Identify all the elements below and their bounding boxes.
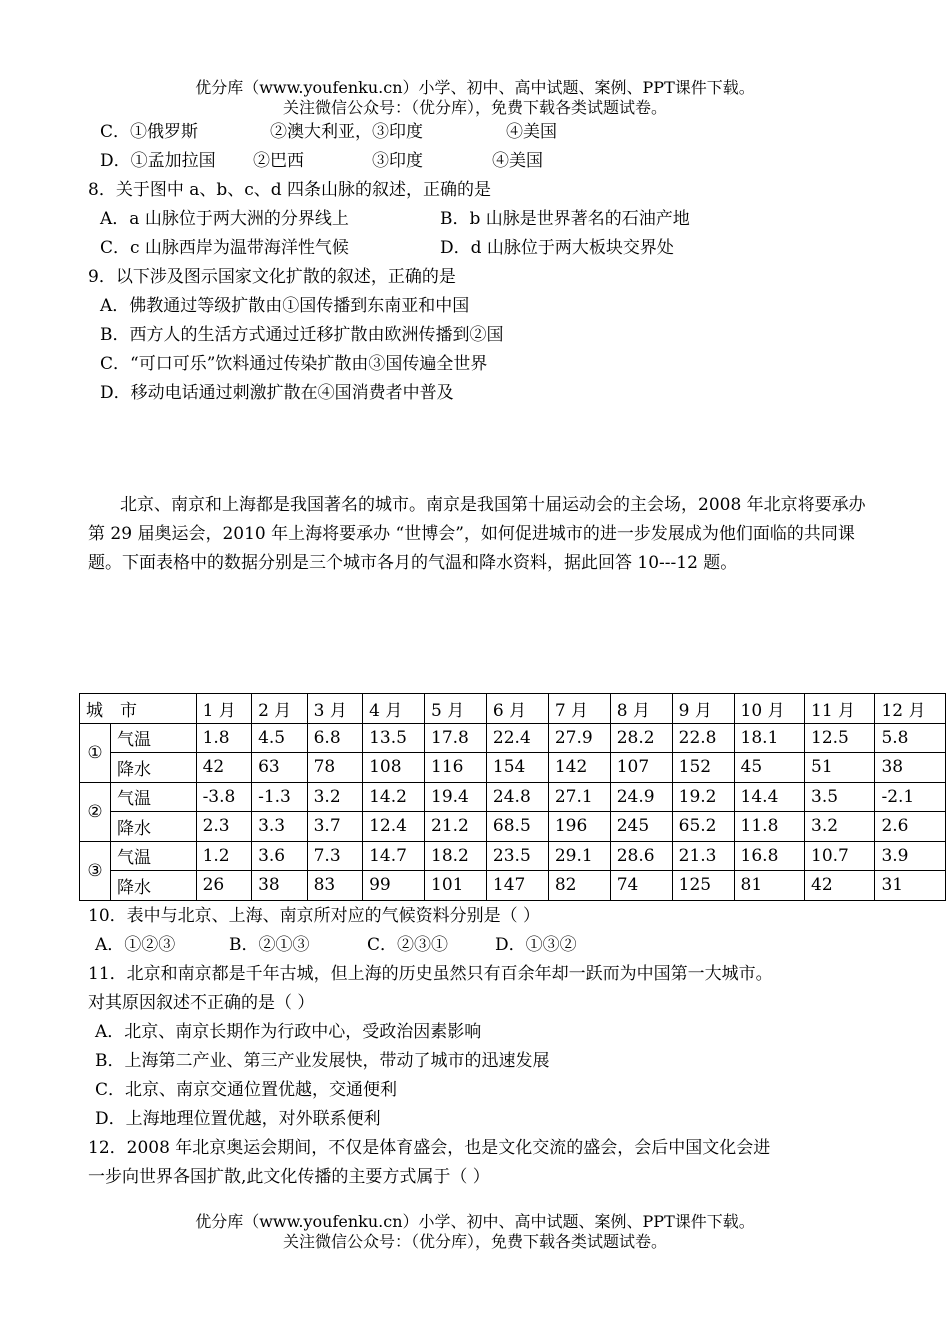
table-row xyxy=(80,871,946,901)
table-cell: 65.2 xyxy=(672,812,734,842)
q8-option-d: D．d 山脉位于两大板块交界处 xyxy=(440,238,674,258)
city-id: ③ xyxy=(80,841,111,900)
q11-option-c: C．北京、南京交通位置优越，交通便利 xyxy=(95,1080,398,1100)
month-header: 3 月 xyxy=(307,694,363,724)
q8-option-a: A．a 山脉位于两大洲的分界线上 xyxy=(100,209,349,229)
table-row xyxy=(80,841,946,871)
table-cell: 28.6 xyxy=(610,841,672,871)
table-cell: 82 xyxy=(548,871,610,901)
table-cell: 101 xyxy=(425,871,487,901)
table-cell: 83 xyxy=(307,871,363,901)
q8-stem: 8．关于图中 a、b、c、d 四条山脉的叙述，正确的是 xyxy=(88,180,492,200)
table-cell: 19.4 xyxy=(425,782,487,812)
header-line-1: 优分库（www.youfenku.cn）小学、初中、高中试题、案例、PPT课件下载。 xyxy=(195,78,755,97)
q9-option-a: A．佛教通过等级扩散由①国传播到东南亚和中国 xyxy=(100,296,470,316)
table-cell: 3.3 xyxy=(252,812,308,842)
footer-line-2: 关注微信公众号：（优分库），免费下载各类试题试卷。 xyxy=(282,1232,667,1251)
table-cell: 3.2 xyxy=(805,812,875,842)
table-cell: 99 xyxy=(363,871,425,901)
q11-stem-line2: 对其原因叙述不正确的是（ ） xyxy=(88,993,315,1013)
q7-d-part3: ③印度 xyxy=(372,151,423,171)
q7-c-part2: ②澳大利亚，③印度 xyxy=(270,122,423,142)
table-cell: 3.6 xyxy=(252,841,308,871)
table-row xyxy=(80,812,946,842)
table-cell: 2.3 xyxy=(196,812,252,842)
table-cell: 152 xyxy=(672,753,734,783)
table-cell: 38 xyxy=(252,871,308,901)
table-cell: 125 xyxy=(672,871,734,901)
table-cell: 23.5 xyxy=(486,841,548,871)
q12-stem-line2: 一步向世界各国扩散,此文化传播的主要方式属于（ ） xyxy=(88,1167,490,1187)
table-cell: 74 xyxy=(610,871,672,901)
month-header: 4 月 xyxy=(363,694,425,724)
table-cell: 2.6 xyxy=(875,812,946,842)
table-cell: 21.3 xyxy=(672,841,734,871)
table-row xyxy=(80,753,946,783)
table-cell: 42 xyxy=(196,753,252,783)
table-cell: 27.9 xyxy=(548,723,610,753)
table-cell: 108 xyxy=(363,753,425,783)
q11-option-b: B．上海第二产业、第三产业发展快，带动了城市的迅速发展 xyxy=(95,1051,550,1071)
month-header: 6 月 xyxy=(486,694,548,724)
table-cell: 14.2 xyxy=(363,782,425,812)
table-cell: 196 xyxy=(548,812,610,842)
header-line-2: 关注微信公众号：（优分库），免费下载各类试题试卷。 xyxy=(282,98,667,117)
q9-option-c: C．“可口可乐”饮料通过传染扩散由③国传遍全世界 xyxy=(100,354,488,374)
table-cell: 14.7 xyxy=(363,841,425,871)
table-cell: 24.9 xyxy=(610,782,672,812)
table-cell: 28.2 xyxy=(610,723,672,753)
month-header: 5 月 xyxy=(425,694,487,724)
table-cell: 107 xyxy=(610,753,672,783)
q8-options-cd xyxy=(100,237,674,259)
table-cell: 1.2 xyxy=(196,841,252,871)
q11-stem-line1: 11．北京和南京都是千年古城，但上海的历史虽然只有百余年却一跃而为中国第一大城市。 xyxy=(88,964,773,984)
table-cell: 13.5 xyxy=(363,723,425,753)
q10-stem: 10．表中与北京、上海、南京所对应的气候资料分别是（ ） xyxy=(88,906,541,926)
q7-d-part2: ②巴西 xyxy=(253,151,304,171)
table-cell: 81 xyxy=(734,871,804,901)
q7-option-c xyxy=(100,121,557,143)
q10-option-d: D．①③② xyxy=(495,935,577,955)
month-header: 11 月 xyxy=(805,694,875,724)
table-cell: 16.8 xyxy=(734,841,804,871)
month-header: 7 月 xyxy=(548,694,610,724)
month-header: 1 月 xyxy=(196,694,252,724)
table-cell: 142 xyxy=(548,753,610,783)
city-id: ② xyxy=(80,782,111,841)
table-cell: 22.4 xyxy=(486,723,548,753)
table-cell: 29.1 xyxy=(548,841,610,871)
table-cell: 42 xyxy=(805,871,875,901)
table-cell: 45 xyxy=(734,753,804,783)
table-cell: 3.5 xyxy=(805,782,875,812)
q10-option-b: B．②①③ xyxy=(229,935,310,955)
table-cell: 7.3 xyxy=(307,841,363,871)
table-cell: 21.2 xyxy=(425,812,487,842)
table-cell: 78 xyxy=(307,753,363,783)
table-cell: 245 xyxy=(610,812,672,842)
month-header: 12 月 xyxy=(875,694,946,724)
table-cell: 4.5 xyxy=(252,723,308,753)
table-cell: 154 xyxy=(486,753,548,783)
row-label: 气温 xyxy=(111,723,197,753)
table-cell: 147 xyxy=(486,871,548,901)
q9-stem: 9．以下涉及图示国家文化扩散的叙述，正确的是 xyxy=(88,267,456,287)
table-cell: 3.9 xyxy=(875,841,946,871)
month-header: 8 月 xyxy=(610,694,672,724)
table-header-row xyxy=(80,694,946,724)
row-label: 降水 xyxy=(111,812,197,842)
table-cell: 27.1 xyxy=(548,782,610,812)
table-row xyxy=(80,723,946,753)
passage: 北京、南京和上海都是我国著名的城市。南京是我国第十届运动会的主会场，2008 年北京将要承办第 29 届奥运会，2010 年上海将要承办 “世博会”，如何促进城市的进一步发展成为他们面临的共同课题。下面表格中的数据分别是三个城市各月的气温和降水资料，据此回答 10---12 题。 xyxy=(88,495,866,573)
q9-option-b: B．西方人的生活方式通过迁移扩散由欧洲传播到②国 xyxy=(100,325,504,345)
table-cell: 10.7 xyxy=(805,841,875,871)
table-cell: 3.7 xyxy=(307,812,363,842)
row-label: 降水 xyxy=(111,753,197,783)
row-label: 降水 xyxy=(111,871,197,901)
row-label: 气温 xyxy=(111,782,197,812)
table-cell: 1.8 xyxy=(196,723,252,753)
table-cell: -1.3 xyxy=(252,782,308,812)
table-cell: 22.8 xyxy=(672,723,734,753)
table-cell: -3.8 xyxy=(196,782,252,812)
table-cell: 18.1 xyxy=(734,723,804,753)
table-row xyxy=(80,782,946,812)
table-cell: 18.2 xyxy=(425,841,487,871)
footer-line-1: 优分库（www.youfenku.cn）小学、初中、高中试题、案例、PPT课件下载。 xyxy=(195,1212,755,1231)
q7-option-d xyxy=(100,150,543,172)
row-label: 气温 xyxy=(111,841,197,871)
table-cell: 3.2 xyxy=(307,782,363,812)
city-id: ① xyxy=(80,723,111,782)
table-cell: 26 xyxy=(196,871,252,901)
month-header: 9 月 xyxy=(672,694,734,724)
q8-option-b: B．b 山脉是世界著名的石油产地 xyxy=(440,209,690,229)
q8-option-c: C．c 山脉西岸为温带海洋性气候 xyxy=(100,238,349,258)
q7-c-part1: C．①俄罗斯 xyxy=(100,122,199,142)
table-cell: 31 xyxy=(875,871,946,901)
q11-option-d: D．上海地理位置优越，对外联系便利 xyxy=(95,1109,381,1129)
table-corner: 城 市 xyxy=(80,694,197,724)
table-cell: -2.1 xyxy=(875,782,946,812)
climate-table xyxy=(79,693,946,901)
table-cell: 5.8 xyxy=(875,723,946,753)
q9-option-d: D．移动电话通过刺激扩散在④国消费者中普及 xyxy=(100,383,454,403)
table-cell: 14.4 xyxy=(734,782,804,812)
table-cell: 6.8 xyxy=(307,723,363,753)
table-cell: 116 xyxy=(425,753,487,783)
table-cell: 11.8 xyxy=(734,812,804,842)
table-cell: 12.5 xyxy=(805,723,875,753)
table-cell: 38 xyxy=(875,753,946,783)
q11-option-a: A．北京、南京长期作为行政中心，受政治因素影响 xyxy=(95,1022,482,1042)
q7-d-part4: ④美国 xyxy=(492,151,543,171)
table-cell: 63 xyxy=(252,753,308,783)
q10-option-a: A．①②③ xyxy=(95,935,176,955)
q12-stem-line1: 12．2008 年北京奥运会期间，不仅是体育盛会，也是文化交流的盛会，会后中国文化会进 xyxy=(88,1138,771,1158)
month-header: 2 月 xyxy=(252,694,308,724)
table-cell: 12.4 xyxy=(363,812,425,842)
table-cell: 24.8 xyxy=(486,782,548,812)
q7-c-part3: ④美国 xyxy=(506,122,557,142)
table-cell: 19.2 xyxy=(672,782,734,812)
q8-options-ab xyxy=(100,208,690,230)
table-cell: 51 xyxy=(805,753,875,783)
q10-options xyxy=(95,934,577,956)
table-cell: 17.8 xyxy=(425,723,487,753)
month-header: 10 月 xyxy=(734,694,804,724)
q7-d-part1: D．①孟加拉国 xyxy=(100,151,216,171)
q10-option-c: C．②③① xyxy=(367,935,449,955)
table-cell: 68.5 xyxy=(486,812,548,842)
